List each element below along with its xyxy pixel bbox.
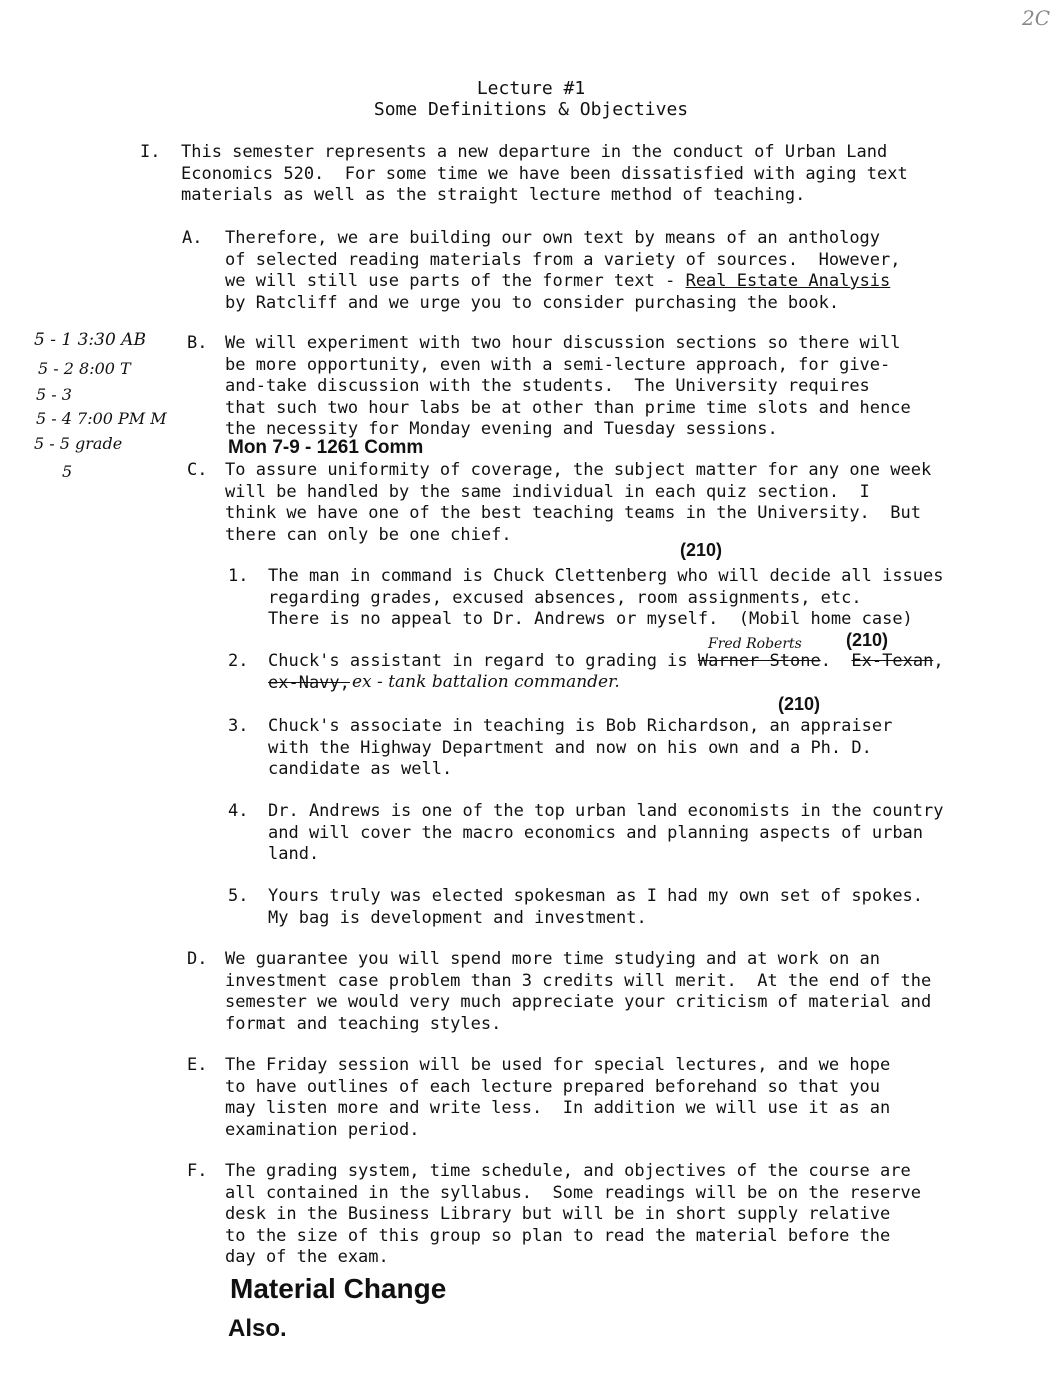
text-line: to have outlines of each lecture prepared beforehand so that you: [225, 1076, 881, 1097]
text-line: of selected reading materials from a variety of sources. However,: [225, 249, 901, 270]
item-f-label: F.: [187, 1161, 208, 1181]
item-d-text: [225, 949, 931, 1035]
text-line: We guarantee you will spend more time studying and at work on an: [225, 949, 881, 969]
item-e-text: [225, 1055, 890, 1141]
subitem-1-label: 1.: [228, 566, 249, 586]
item-e-label: E.: [187, 1055, 208, 1075]
text-line: all contained in the syllabus. Some readings will be on the reserve: [225, 1182, 921, 1203]
closing-note-2: Also.: [228, 1315, 287, 1342]
section-i-label: I.: [140, 142, 161, 162]
subitem-4-text: [268, 801, 944, 866]
text-line: the necessity for Monday evening and Tuesday sessions.: [225, 419, 778, 439]
struck-text: Ex-Texan: [851, 651, 934, 671]
item-c-text: [225, 460, 931, 546]
room-annotation: (210): [778, 694, 821, 714]
text-line: may listen more and write less. In addition we will use it as an: [225, 1098, 891, 1118]
text-line: that such two hour labs be at other than prime time slots and hence: [225, 397, 911, 418]
text-line: and will cover the macro economics and planning aspects of urban: [268, 822, 924, 843]
struck-name: Warner Stone: [697, 651, 821, 671]
closing-note: Material Change: [230, 1273, 447, 1304]
text-line: investment case problem than 3 credits will merit. At the end of the: [225, 970, 932, 991]
fred-roberts-note: Fred Roberts: [708, 636, 802, 652]
text-line: land.: [268, 844, 320, 864]
text-line: We will experiment with two hour discussion sections so there will: [225, 333, 901, 353]
text-line: The Friday session will be used for special lectures, and we hope: [225, 1055, 891, 1075]
page-number-mark: 2C: [1022, 6, 1051, 30]
margin-note-5: 5 - 5 grade: [34, 434, 123, 453]
item-a-label: A.: [182, 228, 203, 248]
text-line: semester we would very much appreciate your criticism of material and: [225, 992, 932, 1012]
text-fragment: .: [820, 651, 852, 671]
item-b-text: [225, 333, 911, 441]
text-fragment: ,: [933, 651, 944, 671]
margin-note-3: 5 - 3: [36, 385, 72, 404]
section-i-text: [181, 142, 908, 207]
text-line: and-take discussion with the students. The University requires: [225, 376, 870, 396]
subitem-5-label: 5.: [228, 886, 249, 906]
text-line: Economics 520. For some time we have been dissatisfied with aging text: [181, 163, 908, 184]
mon-note: Mon 7-9 - 1261 Comm: [228, 437, 424, 458]
text-line: There is no appeal to Dr. Andrews or myself. (Mobil home case): [268, 609, 913, 629]
text-fragment: Chuck's assistant in regard to grading is: [268, 651, 698, 671]
text-line: The man in command is Chuck Clettenberg who will decide all issues: [268, 566, 944, 586]
text-line: candidate as well.: [268, 759, 453, 779]
margin-note-1: 5 - 1 3:30 AB: [34, 330, 146, 350]
text-line: Therefore, we are building our own text by means of an anthology: [225, 228, 881, 248]
text-line: will be handled by the same individual in each quiz section. I: [225, 481, 870, 502]
text-fragment: we will still use parts of the former text -: [225, 271, 686, 291]
text-line: examination period.: [225, 1119, 420, 1140]
text-line: to the size of this group so plan to read the material before the: [225, 1225, 891, 1246]
item-d-label: D.: [187, 949, 208, 969]
item-a-text: [225, 228, 901, 314]
text-line: day of the exam.: [225, 1247, 389, 1267]
margin-note-2: 5 - 2 8:00 T: [38, 359, 131, 378]
lecture-title: Lecture #1: [476, 78, 586, 99]
text-line: To assure uniformity of coverage, the subject matter for any one week: [225, 460, 932, 480]
text-line: desk in the Business Library but will be in short supply relative: [225, 1204, 891, 1224]
text-line: This semester represents a new departure in the conduct of Urban Land: [181, 142, 888, 162]
text-line: be more opportunity, even with a semi-lecture approach, for give-: [225, 354, 891, 375]
text-line: Yours truly was elected spokesman as I had my own set of spokes.: [268, 886, 924, 906]
subitem-3-label: 3.: [228, 716, 249, 736]
margin-note-6: 5: [62, 462, 73, 481]
subitem-2-label: 2.: [228, 651, 249, 671]
text-line: Chuck's associate in teaching is Bob Richardson, an appraiser: [268, 716, 893, 736]
text-line: with the Highway Department and now on his own and a Ph. D.: [268, 737, 872, 758]
text-line: there can only be one chief.: [225, 524, 512, 545]
margin-note-4: 5 - 4 7:00 PM M: [36, 409, 167, 428]
text-line: think we have one of the best teaching teams in the University. But: [225, 503, 921, 523]
text-line: Dr. Andrews is one of the top urban land economists in the country: [268, 801, 944, 821]
subitem-1-text: [268, 566, 944, 631]
room-annotation: (210): [680, 540, 723, 560]
room-annotation: (210): [846, 630, 889, 650]
text-line: materials as well as the straight lecture method of teaching.: [181, 185, 806, 205]
ex-tank-note: ex - tank battalion commander.: [352, 672, 620, 692]
text-line: [225, 271, 901, 293]
book-title: Real Estate Analysis: [685, 271, 891, 291]
text-line: My bag is development and investment.: [268, 907, 647, 928]
struck-text: ex-Navy,: [268, 672, 350, 693]
lecture-subtitle: Some Definitions & Objectives: [373, 99, 689, 120]
item-b-label: B.: [187, 333, 208, 353]
text-line: regarding grades, excused absences, room assignments, etc.: [268, 587, 862, 608]
subitem-5-text: [268, 886, 923, 929]
subitem-4-label: 4.: [228, 801, 249, 821]
item-c-label: C.: [187, 460, 208, 480]
text-line: format and teaching styles.: [225, 1013, 502, 1034]
subitem-3-text: [268, 716, 892, 781]
text-line: [268, 651, 944, 673]
text-line: by Ratcliff and we urge you to consider purchasing the book.: [225, 292, 840, 313]
text-line: The grading system, time schedule, and objectives of the course are: [225, 1161, 911, 1181]
item-f-text: [225, 1161, 921, 1269]
